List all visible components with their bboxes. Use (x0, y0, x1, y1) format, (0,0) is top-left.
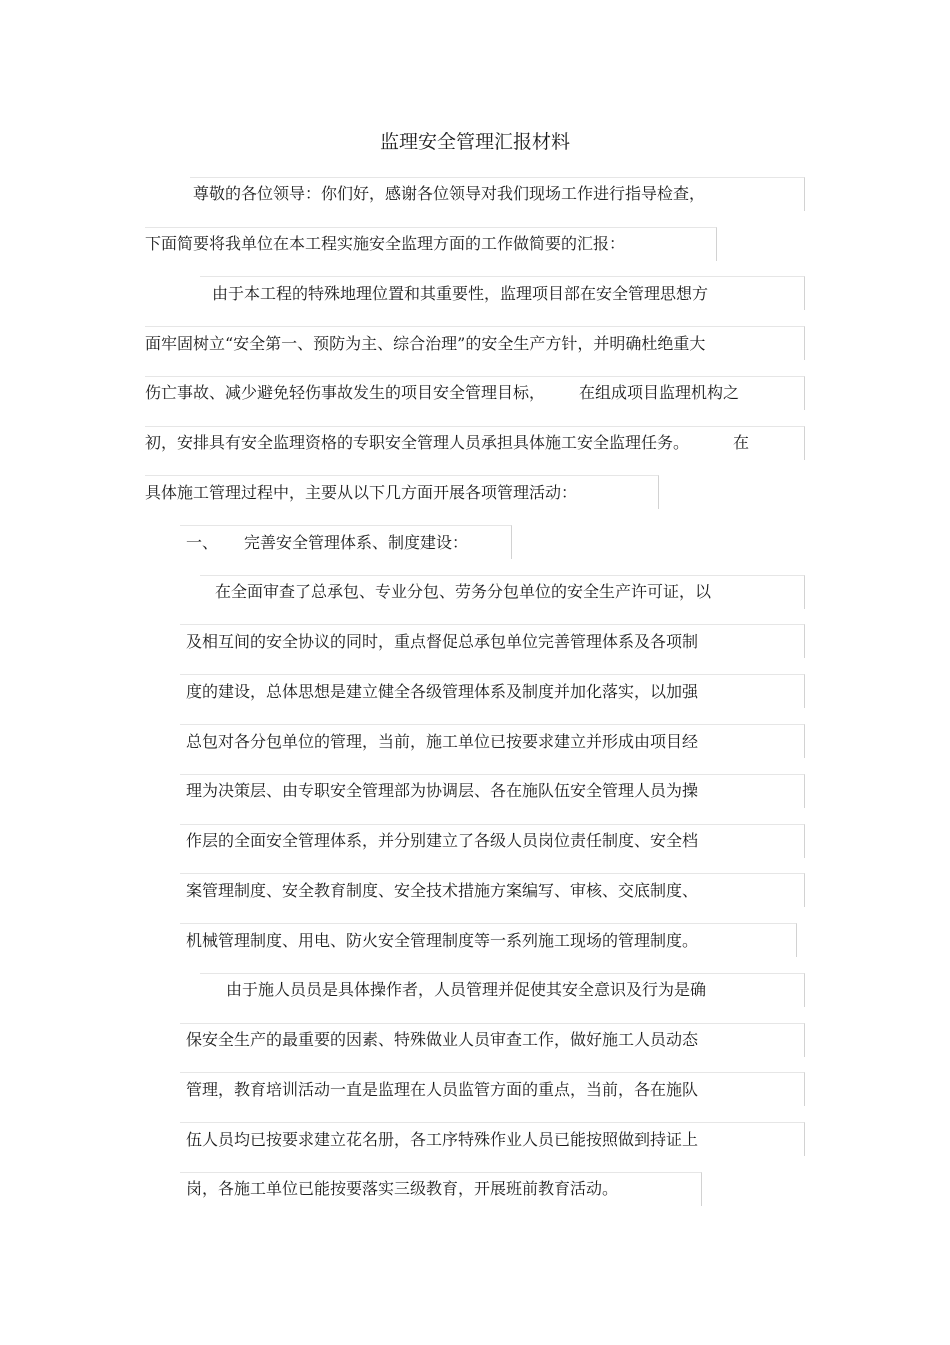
paragraph-1-line: 伤亡事故、减少避免轻伤事故发生的项目安全管理目标， 在组成项目监理机构之 (145, 383, 740, 402)
paragraph-2-line: 及相互间的安全协议的同时，重点督促总承包单位完善管理体系及各项制 (186, 632, 699, 651)
section-heading: 完善安全管理体系、制度建设： (244, 533, 469, 552)
paragraph-2-line: 总包对各分包单位的管理，当前，施工单位已按要求建立并形成由项目经 (186, 732, 699, 751)
document-title: 监理安全管理汇报材料 (379, 131, 570, 153)
section-number: 一、 (186, 533, 219, 552)
paragraph-1-line: 具体施工管理过程中，主要从以下几方面开展各项管理活动： (145, 483, 578, 502)
paragraph-3-line: 管理，教育培训活动一直是监理在人员监管方面的重点，当前，各在施队 (186, 1080, 699, 1099)
paragraph-1-line: 由于本工程的特殊地理位置和其重要性，监理项目部在安全管理思想方 (212, 284, 709, 303)
paragraph-1-line: 面牢固树立“安全第一、预防为主、综合治理”的安全生产方针，并明确杜绝重大 (145, 334, 706, 353)
paragraph-2-line: 理为决策层、由专职安全管理部为协调层、各在施队伍安全管理人员为操 (186, 781, 699, 800)
paragraph-3-line: 伍人员均已按要求建立花名册，各工序特殊作业人员已能按照做到持证上 (186, 1130, 699, 1149)
intro-line: 下面简要将我单位在本工程实施安全监理方面的工作做简要的汇报： (145, 234, 626, 253)
paragraph-3-line: 岗，各施工单位已能按要落实三级教育，开展班前教育活动。 (186, 1179, 619, 1198)
paragraph-2-line: 在全面审查了总承包、专业分包、劳务分包单位的安全生产许可证，以 (215, 582, 712, 601)
paragraph-3-line: 由于施人员员是具体操作者，人员管理并促使其安全意识及行为是确 (226, 980, 707, 999)
paragraph-2-line: 度的建设，总体思想是建立健全各级管理体系及制度并加化落实，以加强 (186, 682, 699, 701)
paragraph-2-line: 案管理制度、安全教育制度、安全技术措施方案编写、审核、交底制度、 (186, 881, 699, 900)
paragraph-3-line: 保安全生产的最重要的因素、特殊做业人员审查工作，做好施工人员动态 (186, 1030, 699, 1049)
paragraph-2-line: 机械管理制度、用电、防火安全管理制度等一系列施工现场的管理制度。 (186, 931, 699, 950)
paragraph-2-line: 作层的全面安全管理体系，并分别建立了各级人员岗位责任制度、安全档 (186, 831, 699, 850)
paragraph-1-line: 初，安排具有安全监理资格的专职安全管理人员承担具体施工安全监理任务。 在 (145, 433, 750, 452)
greeting-line: 尊敬的各位领导：你们好，感谢各位领导对我们现场工作进行指导检查， (193, 184, 706, 203)
